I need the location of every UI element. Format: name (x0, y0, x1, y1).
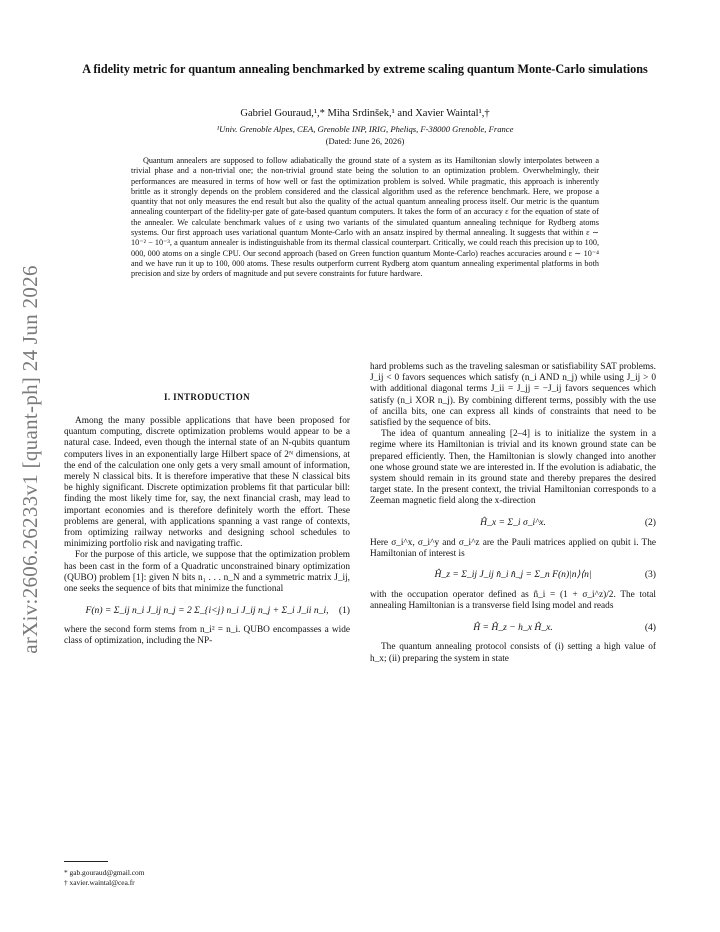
right-paragraph-3: Here σ_i^x, σ_i^y and σ_i^z are the Pauli matrices applied on qubit i. The Hamiltonian of interest is (370, 537, 656, 559)
equation-1-number: (1) (338, 604, 350, 616)
equation-3-number: (3) (644, 569, 656, 581)
intro-paragraph-3: where the second form stems from n_i² = n_i. QUBO encompasses a wide class of optimization, including the NP- (64, 625, 350, 647)
right-paragraph-2: The idea of quantum annealing [2–4] is to initialize the system in a regime where its Hamiltonian is trivial and its known ground state can be prepared efficiently. Then, the Hamiltonian is slowly changed into another one whose ground state we are interested in. If the evolution is adiabatic, the system should remain in its ground state and thereby prepares the desired target state. In the present context, the trivial Hamiltonian corresponds to a Zeeman magnetic field along the x-direction (370, 429, 656, 507)
date-line: (Dated: June 26, 2026) (325, 136, 405, 146)
footnote-email-2: † xavier.waintal@cea.fr (64, 878, 135, 887)
equation-4-number: (4) (644, 621, 656, 633)
equation-3 (370, 560, 656, 590)
footnotes (64, 868, 350, 888)
equation-1 (64, 595, 350, 625)
footnote-rule (64, 861, 108, 862)
equation-2-body: Ĥ_x = Σ_i σ_i^x. (480, 517, 546, 529)
section-heading-introduction: I. INTRODUCTION (163, 392, 250, 402)
paper-title: A fidelity metric for quantum annealing benchmarked by extreme scaling quantum Monte-Carlo simulations (82, 62, 648, 76)
affiliation: ¹Univ. Grenoble Alpes, CEA, Grenoble INP, IRIG, Pheliqs, F-38000 Grenoble, France (216, 124, 514, 134)
author-list: Gabriel Gouraud,¹,* Miha Srdinšek,¹ and Xavier Waintal¹,† (240, 108, 490, 119)
right-column (370, 362, 656, 665)
footnote-email-1: * gab.gouraud@gmail.com (64, 868, 145, 877)
right-paragraph-5: The quantum annealing protocol consists of (i) setting a high value of h_x; (ii) preparing the system in state (370, 642, 656, 664)
intro-paragraph-1: Among the many possible applications that have been proposed for quantum computing, discrete optimization problems would appear to be a natural case. Indeed, even though the internal state of an N-qubits quantum computers lives in an exponentially large Hilbert space of 2ᴺ dimensions, at the end of the calculation one only gets a very small amount of information, merely N classical bits. It is therefore imperative that these N classical bits be highly significant. Discrete optimization problems fit that particular bill: finding the most likely time for, say, the next financial crash, may lead to important economies and is therefore definitely worth the effort. These problems are general, with applications spanning a vast range of contexts, from optimizing railway networks and designing school schedules to minimizing portfolio risk and navigating traffic. (64, 416, 350, 550)
right-paragraph-4: with the occupation operator defined as n̂_i = (1 + σ_i^z)/2. The total annealing Hamiltonian is a transverse field Ising model and reads (370, 590, 656, 612)
right-paragraph-1: hard problems such as the traveling salesman or satisfiability SAT problems. J_ij < 0 favors sequences which satisfy (n_i AND n_j) while using J_ij > 0 with additional diagonal terms J_ii = J_jj = −J_ij favors sequences which satisfy (n_i XOR n_j). By combining different terms, possibly with the use of ancilla bits, one can express all kinds of constraints that need to be satisfied by the sequence of bits. (370, 362, 656, 429)
equation-2 (370, 508, 656, 538)
arxiv-identifier-text: arXiv:2606.26233v1 [quant-ph] 24 Jun 2026 (17, 264, 42, 654)
equation-2-number: (2) (644, 517, 656, 529)
arxiv-identifier-stamp (10, 244, 50, 674)
left-column (64, 416, 350, 648)
equation-4-body: Ĥ = Ĥ_z − h_x Ĥ_x. (473, 621, 553, 633)
equation-4 (370, 612, 656, 642)
intro-paragraph-2: For the purpose of this article, we suppose that the optimization problem has been cast in the form of a Quadratic unconstrained binary optimization (QUBO) problem [1]: given N bits n₁ . . . n_N and a symmetric matrix J_ij, one seeks the sequence of bits that minimize the functional (64, 550, 350, 595)
equation-1-body: F(n) = Σ_ij n_i J_ij n_j = 2 Σ_{i<j} n_i J_ij n_j + Σ_i J_ii n_i, (85, 604, 329, 616)
equation-3-body: Ĥ_z = Σ_ij J_ij n̂_i n̂_j = Σ_n F(n)|n⟩⟨n| (434, 569, 592, 581)
abstract: Quantum annealers are supposed to follow adiabatically the ground state of a system as its Hamiltonian slowly interpolates between a trivial phase and a non-trivial one; the non-trivial ground state being the solution to an optimization problem. Overwhelmingly, their performances are measured in terms of how well or fast the optimization problem is solved. While pragmatic, this approach is inherently brittle as it strongly depends on the problem considered and the classical algorithm used as the reference benchmark. Here, we propose a quantity that not only measures the end result but also the quality of the actual quantum annealing process itself. Our metric is the quantum annealing counterpart of the fidelity-per gate of gate-based quantum computers. It takes the form of an accuracy ε for the equation of state of the annealer. We calculate benchmark values of ε using two variants of the simulated quantum annealing technique for Rydberg atoms systems. Our first approach uses variational quantum Monte-Carlo with an ansatz inspired by thermal annealing. It suggests that within ε ∼ 10⁻² − 10⁻³, a quantum annealer is indistinguishable from its thermal classical counterpart. Critically, we could reach this precision up to 100, 000, 000 atoms on a single CPU. Our second approach (based on Green function quantum Monte-Carlo) reaches accuracies around ε ∼ 10⁻⁴ and we have run it up to 100, 000 atoms. These results outperform current Rydberg atom quantum annealing experimental platforms in both precision and size by orders of magnitude and put severe constraints for future hardware. (131, 156, 599, 279)
